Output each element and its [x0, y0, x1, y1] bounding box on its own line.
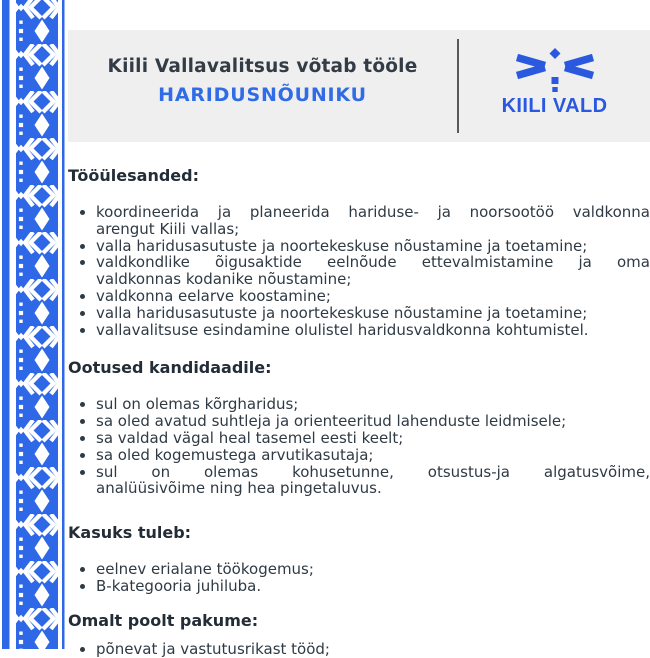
list-item-line: • põnevat ja vastutusrikast tööd; — [96, 639, 330, 658]
list-item-line: • sa valdad vägal heal tasemel eesti keelt; — [96, 428, 404, 447]
list-item-line: • vallavalitsuse esindamine olulistel haridusvaldkonna kohtumistel. — [96, 320, 589, 339]
bullet-list — [68, 204, 650, 338]
section-heading: Omalt poolt pakume: — [68, 610, 259, 630]
list-item-line: • eelnev erialane töökogemus; — [96, 560, 314, 579]
estonian-folk-pattern-icon — [0, 0, 65, 649]
list-item-line: • sa oled kogemustega arvutikasutaja; — [96, 445, 374, 464]
list-item-line: valdkonnas kodanike nõustamine; — [96, 270, 352, 289]
section-heading: Tööülesanded: — [68, 166, 199, 185]
dragonfly-icon — [515, 48, 595, 92]
section-tooulesanded — [68, 166, 650, 338]
job-ad-page — [68, 0, 650, 658]
job-ad-body — [68, 166, 650, 658]
list-item — [96, 430, 650, 447]
folk-border — [0, 0, 65, 649]
list-item-line: • valdkonna eelarve koostamine; — [96, 286, 331, 305]
list-item — [96, 447, 650, 464]
bullet-list — [68, 396, 650, 497]
list-item — [96, 238, 650, 255]
section-omalt-poolt-pakume — [68, 611, 650, 658]
list-item — [96, 288, 650, 305]
list-item-line: • sa oled avatud suhtleja ja orienteeritud lahenduste leidmisele; — [96, 412, 567, 431]
list-item-line: • B-kategooria juhiluba. — [96, 576, 262, 595]
list-item — [96, 413, 650, 430]
section-heading: Ootused kandidaadile: — [68, 358, 272, 378]
section-kasuks-tuleb — [68, 523, 650, 595]
header-banner — [68, 30, 650, 142]
list-item — [96, 396, 650, 413]
bullet-list — [68, 641, 650, 658]
list-item — [96, 322, 650, 339]
list-item-line: • valla haridusasutuste ja noortekeskuse nõustamine ja toetamine; — [96, 236, 588, 255]
list-item — [96, 204, 650, 238]
list-item — [96, 464, 650, 498]
header-titles — [68, 30, 457, 142]
list-item — [96, 641, 650, 658]
list-item — [96, 254, 650, 288]
list-item-line: • koordineerida ja planeerida hariduse- ja noorsootöö valdkonna — [96, 203, 650, 221]
section-ootused-kandidaadile — [68, 358, 650, 497]
section-heading: Kasuks tuleb: — [68, 523, 192, 543]
list-item-line: • valla haridusasutuste ja noortekeskuse nõustamine ja toetamine; — [96, 303, 588, 322]
list-item-line: • sul on olemas kõrgharidus; — [96, 395, 299, 414]
list-item — [96, 561, 650, 578]
list-item — [96, 578, 650, 595]
list-item-line: analüüsivõime ning hea pingetaluvus. — [96, 479, 382, 498]
logo-text: KIILI VALD — [501, 95, 608, 117]
kiili-vald-logo — [459, 30, 650, 142]
bullet-list — [68, 561, 650, 595]
list-item-line: • sul on olemas kohusetunne, otsustus-ja algatusvõime, — [96, 462, 650, 481]
list-item — [96, 305, 650, 322]
list-item-line: arengut Kiili vallas; — [96, 219, 240, 238]
job-position-title: HARIDUSNÕUNIKU — [158, 84, 367, 106]
list-item-line: • valdkondlike õigusaktide eelnõude ettevalmistamine ja oma — [96, 253, 650, 272]
page-title: Kiili Vallavalitsus võtab tööle — [107, 56, 418, 77]
